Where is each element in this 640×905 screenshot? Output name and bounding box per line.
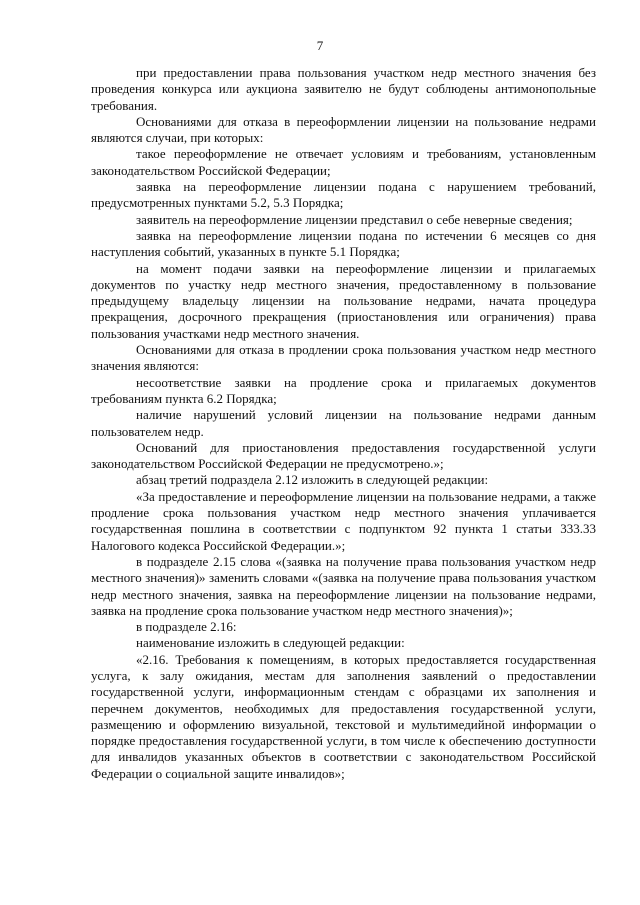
paragraph: Оснований для приостановления предоставления государственной услуги законодательством Российской Федерации не предусмотрено.»; [91, 439, 596, 472]
paragraph: такое переоформление не отвечает условиям и требованиям, установленным законодательством Российской Федерации; [91, 146, 596, 178]
paragraph: заявитель на переоформление лицензии представил о себе неверные сведения; [136, 211, 573, 227]
paragraph: Основаниями для отказа в переоформлении лицензии на пользование недрами являются случаи, при которых: [91, 113, 596, 146]
paragraph: заявка на переоформление лицензии подана с нарушением требований, предусмотренных пунктами 5.2, 5.3 Порядка; [91, 179, 596, 211]
paragraph: Основаниями для отказа в продлении срока пользования участком недр местного значения являются: [91, 342, 596, 374]
paragraph: «2.16. Требования к помещениям, в которых предоставляется государственная услуга, к залу ожидания, местам для заполнения заявлений о предоставлении государственной услуги, информационным стендам с образцами их заполнения и перечнем документов, необходимых для предоставления государственной услуги, размещению и оформлению визуальной, текстовой и мультимедийной информации о порядке предоставления государственной услуги, в том числе к обеспечению доступности для инвалидов указанных объектов в соответствии с законодательством Российской Федерации о социальной защите инвалидов»; [91, 651, 596, 781]
paragraph: несоответствие заявки на продление срока и прилагаемых документов требованиям пункта 6.2 Порядка; [91, 374, 596, 406]
paragraph: при предоставлении права пользования участком недр местного значения без проведения конкурса или аукциона заявителю не будут соблюдены антимонопольные требования. [91, 65, 596, 113]
paragraph: заявка на переоформление лицензии подана по истечении 6 месяцев со дня наступления событий, указанных в пункте 5.1 Порядка; [91, 227, 596, 260]
paragraph: в подразделе 2.16: [136, 619, 237, 635]
document-body [91, 65, 596, 782]
page-number: 7 [316, 38, 324, 53]
paragraph: на момент подачи заявки на переоформление лицензии и прилагаемых документов по участку недр местного значения, предоставленному в пользование предыдущему владельцу лицензии на пользование недрами, начата процедура прекращения, досрочного прекращения (приостановления или ограничения) права пользования участками недр местного значения. [91, 260, 596, 341]
paragraph: абзац третий подраздела 2.12 изложить в следующей редакции: [136, 472, 489, 488]
paragraph: наличие нарушений условий лицензии на пользование недрами данным пользователем недр. [91, 407, 596, 439]
paragraph: «За предоставление и переоформление лицензии на пользование недрами, а также продление срока пользования участком недр местного значения уплачивается государственная пошлина в соответствии с подпунктом 92 пункта 1 статьи 333.33 Налогового кодекса Российской Федерации.»; [91, 488, 596, 553]
paragraph: наименование изложить в следующей редакции: [136, 635, 405, 651]
paragraph: в подразделе 2.15 слова «(заявка на получение права пользования участком недр местного значения)» заменить словами «(заявка на получение права пользования участком недр местного значения, заявка на переоформление лицензии на пользование недрами, заявка на продление срока пользование участком недр местного значения)»; [91, 553, 596, 618]
